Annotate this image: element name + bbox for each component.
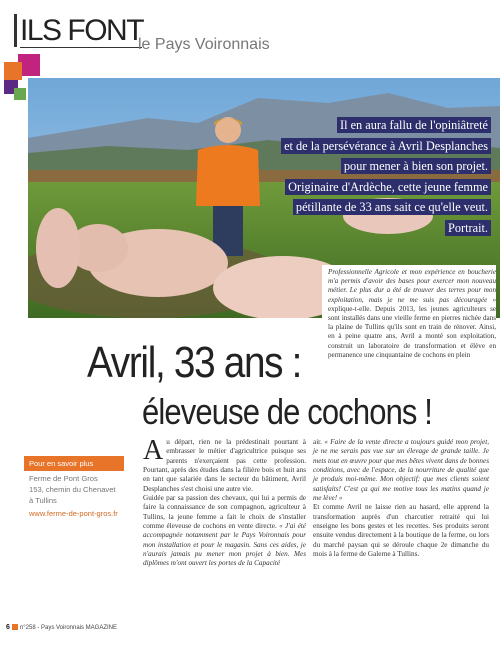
- rubric-subtitle: le Pays Voironnais: [138, 36, 270, 53]
- article-column-1: [143, 435, 306, 569]
- article-paragraph: [143, 494, 306, 569]
- farm-website-link[interactable]: www.ferme-de-pont-gros.fr: [29, 509, 118, 518]
- farm-name: Ferme de Pont Gros: [29, 474, 98, 483]
- article-paragraph: [143, 435, 306, 494]
- article-paragraph: [313, 503, 489, 559]
- body-text: u départ, rien ne la prédestinait pourtant à embrasser le métier d'agricultrice puisque ses parents n'exerçaient pas cette profession. Pourtant, après des études dans la filière bois et huit ans en tant que salariée dans le secteur du bâtiment, Avril Desplanches s'est choisi une autre vie.: [143, 438, 306, 493]
- article-paragraph: [313, 438, 489, 503]
- intro-standfirst: [231, 115, 491, 238]
- body-text: air.: [313, 438, 325, 446]
- intro-line: Il en aura fallu de l'opiniâtreté: [337, 117, 491, 133]
- section-rubric: [14, 14, 314, 53]
- body-text: Et comme Avril ne laisse rien au hasard, elle apprend la transformation auprès d'un charcutier retraité qui lui enseigne les bons gestes et les recettes. Ses produits seront ensuite vendus directement à la boutique de la ferme, ou lors du marché paysan qui se déroule chaque 2e dimanche du mois à la ferme de Galerne à Tullins.: [313, 503, 489, 559]
- rubric-title: ILS FONT: [20, 14, 144, 47]
- page-footer: [6, 624, 117, 631]
- headline-line-1: Avril, 33 ans :: [87, 338, 302, 387]
- farm-town: à Tullins: [29, 496, 57, 505]
- info-box-heading: Pour en savoir plus: [24, 456, 124, 471]
- quote-text: « Faire de la vente directe a toujours guidé mon projet, je ne me serais pas vue sur un élevage de grande taille. Je mets tout en œuvre pour que mes bêtes vivent dans de bonnes conditions, avec de l'espace, de la nourriture de qualité que je produis moi-même. Mon objectif: que mes clients soient satisfaits! C'est ça qui me motive tous les matins quand je me lève! »: [313, 438, 490, 503]
- body-text: Guidée par sa passion des chevaux, qui lui a permis de faire la connaissance de son compagnon, agriculteur à Tullins, la jeune femme a fait le choix de s'installer comme éleveuse de cochons en vente directe.: [143, 494, 306, 531]
- headline-line-2: éleveuse de cochons !: [142, 391, 433, 432]
- body-text: explique-t-elle. Depuis 2013, les jeunes agriculteurs se sont installés dans une vieille ferme en pierres nichée dans la plaine de Tullins qu'ils sont en train de rénover. Ainsi, en à peine quatre ans, Avril a monté son exploitation, construit un laboratoire de transformation et élève en permanence une cinquantaine de cochons en plein: [328, 304, 496, 359]
- farm-address: 153, chemin du Chenavet: [29, 485, 116, 494]
- drop-cap: A: [143, 435, 164, 466]
- intro-line: pour mener à bien son projet.: [341, 158, 491, 174]
- rubric-underline: [20, 47, 142, 48]
- quote-text: Professionnelle Agricole et mon expérience en boucherie m'a permis d'avoir des bases pour exercer mon nouveau métier. Le plus dur a été de trouver des terres pour mon exploitation, mais je ne me suis pas découragée »: [328, 268, 496, 304]
- quote-text: « J'ai été accompagnée notamment par le Pays Voironnais pour mon installation et pour le magasin. Sans ces aides, je n'aurais jamais pu mener mon projet à bien. Mes diplômes m'ont ouvert les portes de la Capacité: [143, 522, 306, 568]
- intro-line: pétillante de 33 ans sait ce qu'elle veut.: [293, 199, 491, 215]
- rubric-bar: [14, 14, 17, 47]
- intro-line: et de la persévérance à Avril Desplanches: [281, 138, 491, 154]
- intro-line: Portrait.: [445, 220, 491, 236]
- deco-square-orange: [4, 62, 22, 80]
- info-box: [24, 456, 124, 518]
- article-column-2: [313, 438, 489, 559]
- intro-line: Originaire d'Ardèche, cette jeune femme: [285, 179, 491, 195]
- deco-square-green: [14, 88, 26, 100]
- page-number: 6: [6, 624, 10, 631]
- footer-marker: [12, 624, 18, 630]
- article-text-top-right: [322, 265, 496, 360]
- issue-label: n°258 - Pays Voironnais MAGAZINE: [19, 625, 118, 631]
